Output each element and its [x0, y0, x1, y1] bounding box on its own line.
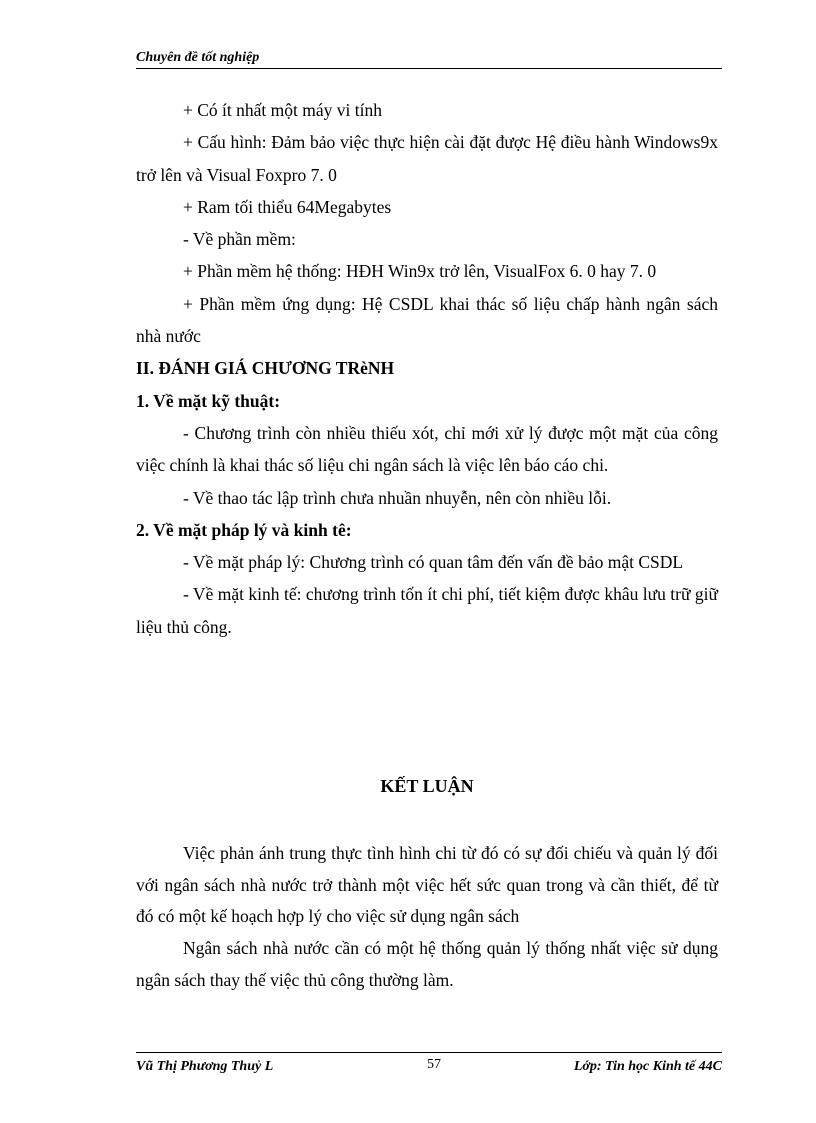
footer-class: Lớp: Tin học Kinh tế 44C	[573, 1059, 722, 1074]
legal-economic-paragraph: - Về mặt pháp lý: Chương trình có quan tâm đến vấn đề bảo mật CSDL	[183, 552, 684, 573]
header-title: Chuyên đề tốt nghiệp	[136, 50, 260, 65]
subsection-heading-technical: 1. Về mặt kỹ thuật:	[136, 390, 281, 411]
page-header	[136, 48, 722, 69]
page-number: 57	[427, 1057, 441, 1072]
conclusion-paragraph: Ngân sách nhà nước cần có một hệ thống quản lý thống nhất việc sử dụng ngân sách thay thế việc thủ công thường làm.	[136, 938, 718, 990]
section-heading: II. ĐÁNH GIÁ CHƯƠNG TRèNH	[136, 358, 395, 379]
footer-author: Vũ Thị Phương Thuỷ L	[136, 1059, 274, 1074]
conclusion-body	[136, 838, 718, 997]
requirement-line: + Ram tối thiểu 64Megabytes	[183, 196, 392, 217]
legal-economic-paragraph: - Về mặt kinh tế: chương trình tốn ít chi phí, tiết kiệm được khâu lưu trữ giữ liệu thủ công.	[136, 584, 718, 637]
requirement-line: + Phần mềm ứng dụng: Hệ CSDL khai thác số liệu chấp hành ngân sách nhà nước	[136, 293, 718, 347]
requirement-line: + Phần mềm hệ thống: HĐH Win9x trở lên, VisualFox 6. 0 hay 7. 0	[183, 261, 657, 282]
conclusion-paragraph: Việc phản ánh trung thực tình hình chi từ đó có sự đối chiếu và quản lý đối với ngân sách nhà nước trở thành một việc hết sức quan trong và cần thiết, để từ đó có một kế hoạch hợp lý cho việc sử dụng ngân sách	[136, 843, 718, 927]
requirement-line: - Về phần mềm:	[183, 229, 296, 250]
body-content	[136, 94, 718, 643]
subsection-heading-legal-economic: 2. Về mặt pháp lý và kinh tê:	[136, 519, 352, 540]
conclusion-title: KẾT LUẬN	[380, 776, 474, 796]
technical-paragraph: - Về thao tác lập trình chưa nhuần nhuyễn, nên còn nhiều lỗi.	[183, 487, 612, 508]
requirement-line: + Cấu hình: Đảm bảo việc thực hiện cài đặt được Hệ điều hành Windows9x trở lên và Visual Foxpro 7. 0	[136, 132, 718, 185]
page-footer	[136, 1052, 722, 1077]
requirement-line: + Có ít nhất một máy vi tính	[183, 100, 382, 120]
technical-paragraph: - Chương trình còn nhiều thiếu xót, chỉ mới xử lý được một mặt của công việc chính là khai thác số liệu chi ngân sách là việc lên báo cáo chi.	[136, 422, 718, 476]
